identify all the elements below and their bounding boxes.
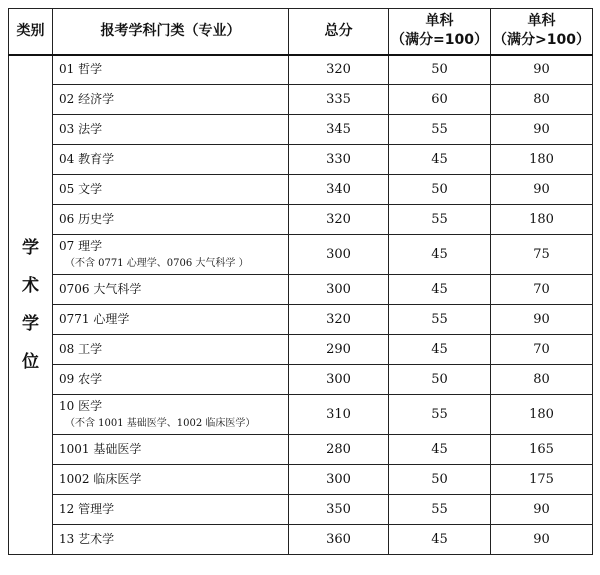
single-over-100-cell: 70 — [491, 335, 593, 365]
total-score-cell: 300 — [289, 275, 389, 305]
subject-cell — [53, 525, 289, 555]
subject-cell — [53, 145, 289, 175]
single-over-100-cell: 180 — [491, 395, 593, 435]
single-over-100-cell: 175 — [491, 465, 593, 495]
subject-name: 04 教育学 — [59, 152, 115, 166]
subject-cell — [53, 205, 289, 235]
single-100-cell: 45 — [389, 435, 491, 465]
single-100-cell: 45 — [389, 525, 491, 555]
table-row — [9, 495, 593, 525]
subject-cell — [53, 465, 289, 495]
total-score-cell: 335 — [289, 85, 389, 115]
subject-name: 12 管理学 — [59, 502, 115, 516]
total-score-cell: 330 — [289, 145, 389, 175]
single-over-100-cell: 70 — [491, 275, 593, 305]
header-row — [9, 9, 593, 55]
header-subject: 报考学科门类（专业） — [53, 9, 289, 55]
table-row — [9, 435, 593, 465]
subject-cell — [53, 175, 289, 205]
table-row — [9, 305, 593, 335]
header-single-100-line1: 单科 — [425, 13, 454, 30]
subject-cell — [53, 335, 289, 365]
subject-cell — [53, 305, 289, 335]
header-single-over-100-line1: 单科 — [527, 13, 556, 30]
total-score-cell: 290 — [289, 335, 389, 365]
single-100-cell: 45 — [389, 145, 491, 175]
single-100-cell: 55 — [389, 115, 491, 145]
total-score-cell: 350 — [289, 495, 389, 525]
table-row — [9, 145, 593, 175]
single-over-100-cell: 180 — [491, 145, 593, 175]
header-category: 类别 — [9, 9, 53, 55]
single-100-cell: 55 — [389, 205, 491, 235]
single-over-100-cell: 90 — [491, 115, 593, 145]
subject-name: 08 工学 — [59, 342, 103, 356]
subject-name: 05 文学 — [59, 182, 103, 196]
single-over-100-cell: 90 — [491, 175, 593, 205]
single-over-100-cell: 90 — [491, 495, 593, 525]
subject-note: （不含 1001 基础医学、1002 临床医学） — [65, 417, 256, 429]
table-row — [9, 115, 593, 145]
total-score-cell: 340 — [289, 175, 389, 205]
single-100-cell: 55 — [389, 305, 491, 335]
table-row — [9, 205, 593, 235]
single-over-100-cell: 90 — [491, 55, 593, 85]
category-char: 学 — [22, 237, 39, 258]
subject-cell — [53, 85, 289, 115]
single-over-100-cell: 75 — [491, 235, 593, 275]
score-table — [8, 8, 593, 555]
single-100-cell: 45 — [389, 235, 491, 275]
table-row — [9, 465, 593, 495]
subject-name: 01 哲学 — [59, 62, 103, 77]
single-over-100-cell: 165 — [491, 435, 593, 465]
single-100-cell: 60 — [389, 85, 491, 115]
subject-name: 1002 临床医学 — [59, 472, 142, 486]
subject-cell — [53, 275, 289, 305]
table-row — [9, 275, 593, 305]
subject-name: 03 法学 — [59, 122, 103, 136]
category-char: 学 — [22, 313, 39, 334]
subject-name: 1001 基础医学 — [59, 442, 142, 456]
subject-cell — [53, 435, 289, 465]
single-over-100-cell: 90 — [491, 525, 593, 555]
subject-note: （不含 0771 心理学、0706 大气科学 ） — [65, 257, 249, 269]
subject-name: 06 历史学 — [59, 212, 115, 226]
table-row — [9, 525, 593, 555]
header-total: 总分 — [289, 9, 389, 55]
subject-cell — [53, 235, 289, 275]
single-100-cell: 45 — [389, 275, 491, 305]
total-score-cell: 300 — [289, 465, 389, 495]
single-100-cell: 50 — [389, 175, 491, 205]
table-row — [9, 55, 593, 85]
single-over-100-cell: 80 — [491, 85, 593, 115]
subject-cell — [53, 115, 289, 145]
table-row — [9, 335, 593, 365]
table-row — [9, 85, 593, 115]
category-cell — [9, 55, 53, 555]
total-score-cell: 300 — [289, 365, 389, 395]
header-single-100 — [389, 9, 491, 55]
total-score-cell: 320 — [289, 305, 389, 335]
header-single-over-100-line2: （满分>100） — [493, 32, 590, 49]
subject-name: 13 艺术学 — [59, 532, 115, 546]
total-score-cell: 280 — [289, 435, 389, 465]
subject-cell — [53, 395, 289, 435]
total-score-cell: 360 — [289, 525, 389, 555]
subject-cell — [53, 495, 289, 525]
table-row — [9, 395, 593, 435]
subject-name: 07 理学 — [59, 238, 103, 253]
total-score-cell: 345 — [289, 115, 389, 145]
subject-name: 0771 心理学 — [59, 312, 130, 326]
single-over-100-cell: 90 — [491, 305, 593, 335]
header-single-100-line2: （满分=100） — [391, 32, 488, 49]
category-char: 位 — [22, 351, 39, 372]
table-row — [9, 175, 593, 205]
total-score-cell: 320 — [289, 205, 389, 235]
single-100-cell: 50 — [389, 55, 491, 85]
single-100-cell: 45 — [389, 335, 491, 365]
table-row — [9, 235, 593, 275]
total-score-cell: 310 — [289, 395, 389, 435]
subject-name: 09 农学 — [59, 372, 103, 386]
single-over-100-cell: 80 — [491, 365, 593, 395]
subject-name: 02 经济学 — [59, 92, 115, 106]
category-char: 术 — [22, 275, 39, 296]
total-score-cell: 300 — [289, 235, 389, 275]
single-100-cell: 50 — [389, 365, 491, 395]
single-100-cell: 50 — [389, 465, 491, 495]
subject-name: 10 医学 — [59, 398, 103, 413]
subject-cell — [53, 365, 289, 395]
single-100-cell: 55 — [389, 495, 491, 525]
table-row — [9, 365, 593, 395]
single-100-cell: 55 — [389, 395, 491, 435]
header-single-over-100 — [491, 9, 593, 55]
total-score-cell: 320 — [289, 55, 389, 85]
single-over-100-cell: 180 — [491, 205, 593, 235]
table-body — [9, 55, 593, 555]
subject-name: 0706 大气科学 — [59, 282, 142, 296]
subject-cell — [53, 55, 289, 85]
